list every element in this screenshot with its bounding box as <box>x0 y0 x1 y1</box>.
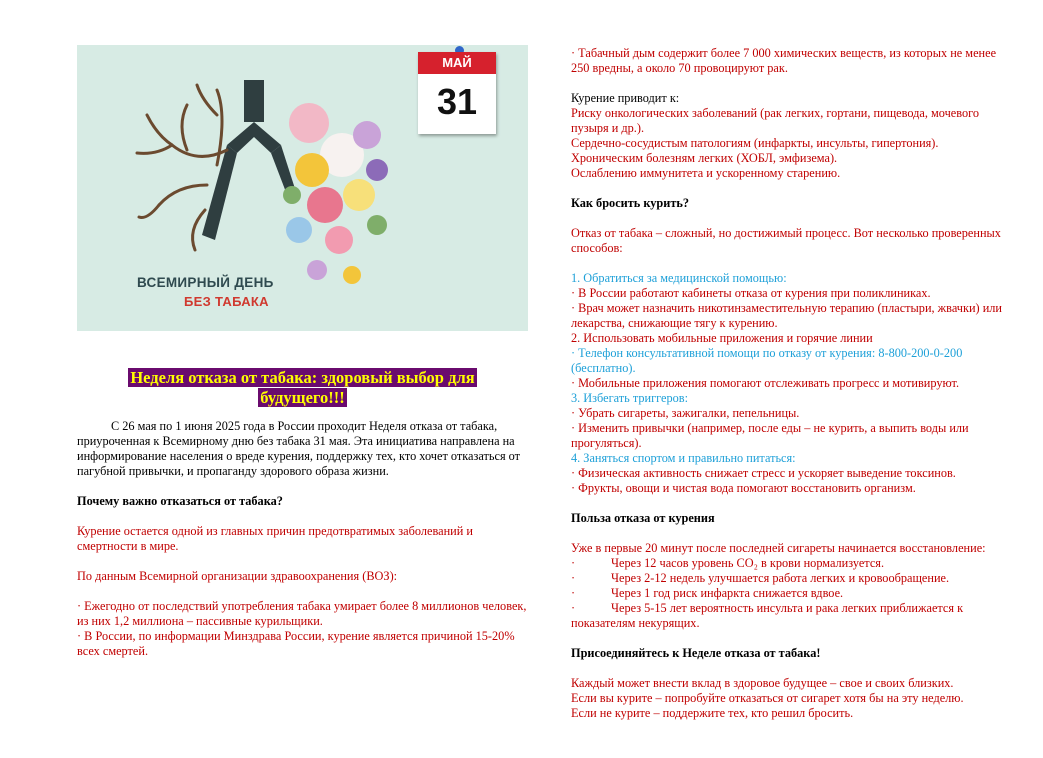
closing-line: Если не курите – поддержите тех, кто решил бросить. <box>571 706 854 720</box>
calendar-badge <box>418 52 496 134</box>
step-item: · Мобильные приложения помогают отслеживать прогресс и мотивируют. <box>571 376 960 390</box>
step-title: 2. Использовать мобильные приложения и горячие линии <box>571 331 873 345</box>
benefit-intro: Уже в первые 20 минут после последней сигареты начинается восстановление: <box>571 541 986 555</box>
join-heading: Присоединяйтесь к Неделе отказа от табака! <box>571 646 821 660</box>
step-item: · Фрукты, овощи и чистая вода помогают восстановить организм. <box>571 481 916 495</box>
hotline-text: · Телефон консультативной помощи по отказу от курения: 8-800-200-0-200 (бесплатно). <box>571 346 963 375</box>
benefit-item: · Через 1 год риск инфаркта снижается вдвое. <box>571 586 844 600</box>
left-column <box>77 45 528 659</box>
benefit-item: · Через 5-15 лет вероятность инсульта и рака легких приближается к показателям некурящих. <box>571 601 964 630</box>
leads-heading: Курение приводит к: <box>571 91 680 105</box>
poster-image <box>77 45 528 331</box>
why-heading: Почему важно отказаться от табака? <box>77 494 283 508</box>
why-text: Курение остается одной из главных причин предотвратимых заболеваний и смертности в мире. <box>77 524 473 553</box>
benefit-item-text: Через 1 год риск инфаркта снижается вдвое. <box>611 586 844 600</box>
calendar-day: 31 <box>436 81 478 122</box>
intro-paragraph: С 26 мая по 1 июня 2025 года в России проходит Неделя отказа от табака, приуроченная к Всемирному дню без табака 31 мая. Эта инициатива направлена на информирование населения о вреде курения, поддержку тех, кто хочет отказаться от пагубной привычки, и пропаганду здорового образа жизни. <box>77 419 521 478</box>
leads-item: Ослаблению иммунитета и ускоренному старению. <box>571 166 841 180</box>
step-title: 1. Обратиться за медицинской помощью: <box>571 271 787 285</box>
poster-title: ВСЕМИРНЫЙ ДЕНЬ <box>137 275 274 290</box>
benefit-item: · Через 12 часов уровень CO₂ в крови нормализуется. <box>571 556 885 570</box>
leads-item: Хроническим болезням легких (ХОБЛ, эмфизема). <box>571 151 838 165</box>
closing-line: Каждый может внести вклад в здоровое будущее – свое и своих близких. <box>571 676 954 690</box>
step-item: · Врач может назначить никотинзаместительную терапию (пластыри, жвачки) или лекарства, снижающие тягу к курению. <box>571 301 1002 330</box>
who-bullet: · В России, по информации Минздрава России, курение является причиной 15-20% всех смертей. <box>77 629 515 658</box>
benefit-item-text: Через 5-15 лет вероятность инсульта и рака легких приближается к показателям некурящих. <box>571 601 964 630</box>
right-column <box>571 46 1011 721</box>
benefit-item: · Через 2-12 недель улучшается работа легких и кровообращение. <box>571 571 950 585</box>
calendar-month: МАЙ <box>418 52 496 74</box>
page-title <box>77 368 528 408</box>
benefit-heading: Польза отказа от курения <box>571 511 715 525</box>
step-title: 3. Избегать триггеров: <box>571 391 688 405</box>
headline-line1: Неделя отказа от табака: здоровый выбор для <box>130 368 475 387</box>
leads-item: Сердечно-сосудистым патологиям (инфаркты, инсульты, гипертония). <box>571 136 939 150</box>
leads-item: Риску онкологических заболеваний (рак легких, гортани, пищевода, мочевого пузыря и др.). <box>571 106 980 135</box>
quit-intro: Отказ от табака – сложный, но достижимый процесс. Вот несколько проверенных способов: <box>571 226 1001 255</box>
step-item: · Изменить привычки (например, после еды – не курить, а выпить воды или прогуляться). <box>571 421 969 450</box>
benefit-item-text: Через 12 часов уровень CO₂ в крови нормализуется. <box>611 556 885 570</box>
quit-heading: Как бросить курить? <box>571 196 690 210</box>
poster-subtitle: БЕЗ ТАБАКА <box>184 294 269 309</box>
closing-line: Если вы курите – попробуйте отказаться от сигарет хотя бы на эту неделю. <box>571 691 964 705</box>
who-bullet: · Ежегодно от последствий употребления табака умирает более 8 миллионов человек, из них 1,2 миллиона – пассивные курильщики. <box>77 599 527 628</box>
smoke-fact: · Табачный дым содержит более 7 000 химических веществ, из которых не менее 250 вредны, а около 70 провоцируют рак. <box>571 46 997 75</box>
who-text: По данным Всемирной организации здравоохранения (ВОЗ): <box>77 569 398 583</box>
step-title: 4. Заняться спортом и правильно питаться: <box>571 451 796 465</box>
benefit-item-text: Через 2-12 недель улучшается работа легких и кровообращение. <box>611 571 950 585</box>
step-item: · Физическая активность снижает стресс и ускоряет выведение токсинов. <box>571 466 956 480</box>
step-item: · В России работают кабинеты отказа от курения при поликлиниках. <box>571 286 931 300</box>
step-item: · Убрать сигареты, зажигалки, пепельницы. <box>571 406 800 420</box>
headline-line2: будущего!!! <box>260 388 345 407</box>
